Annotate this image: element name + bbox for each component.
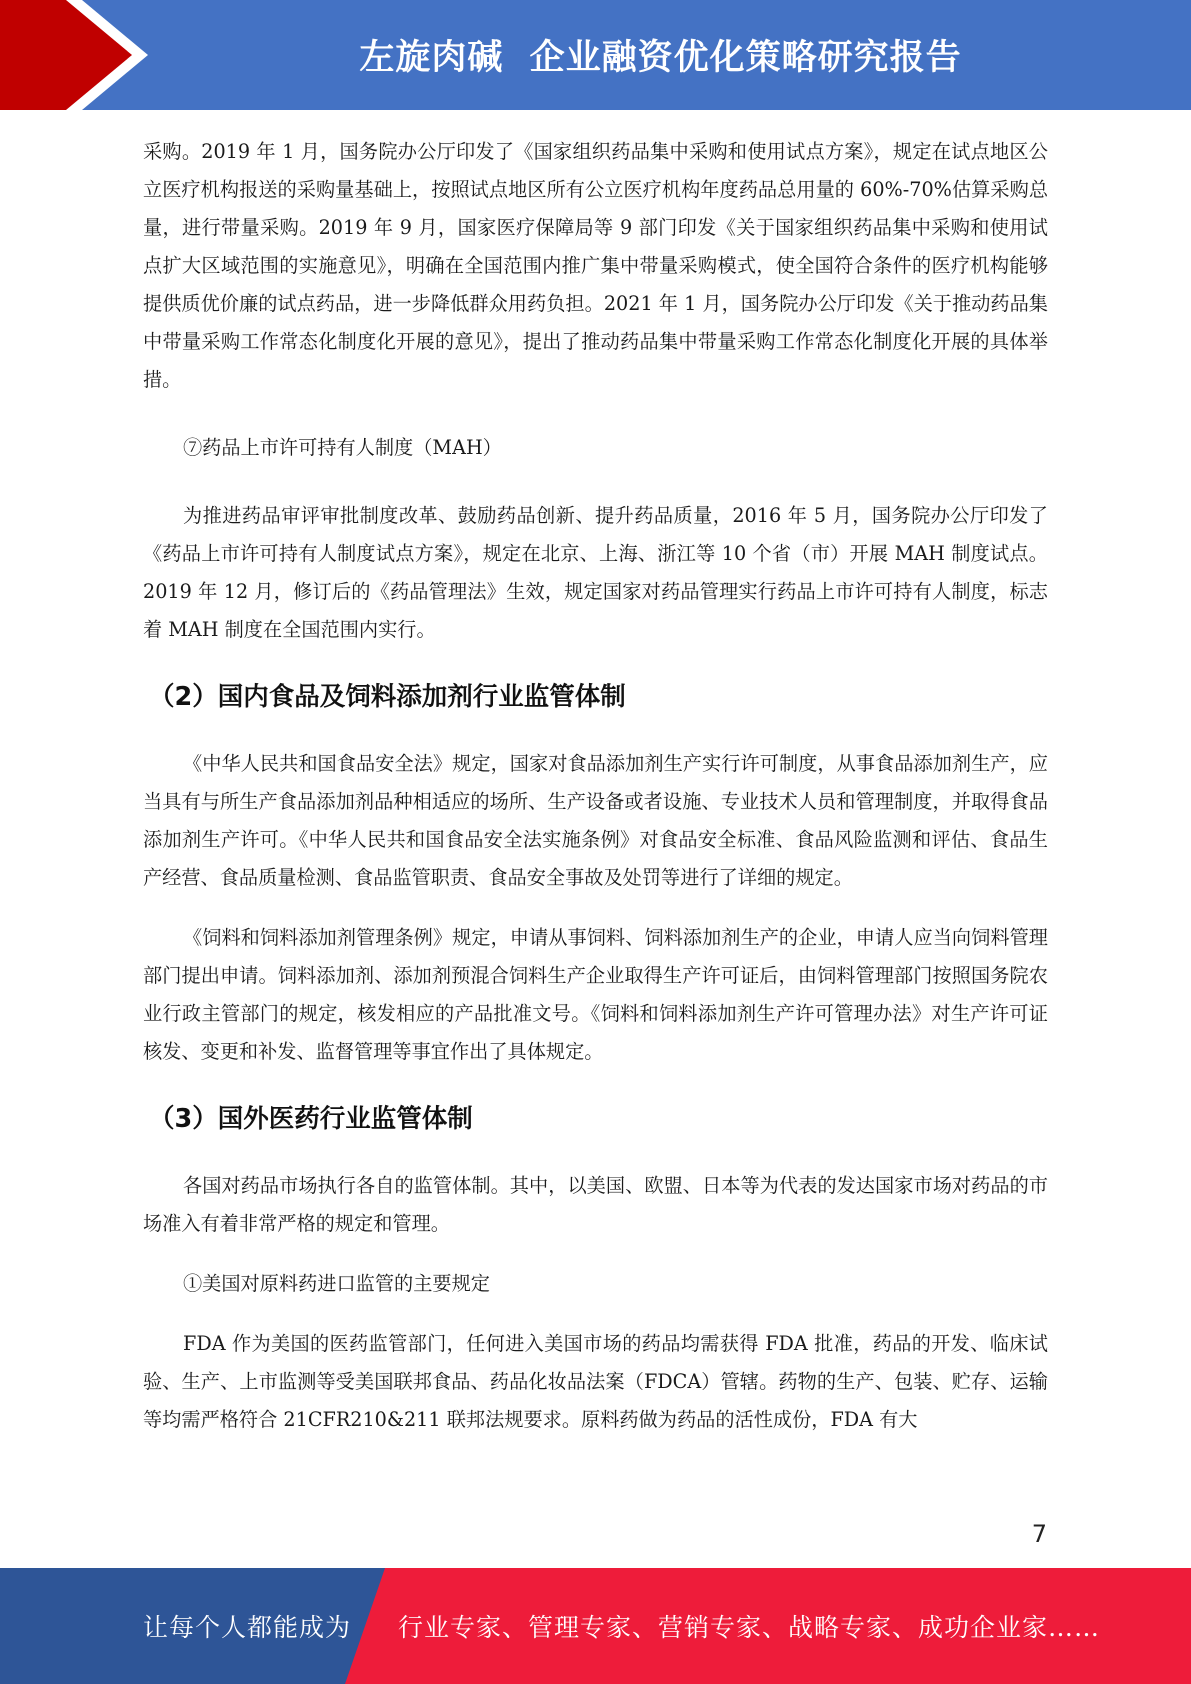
footer-slogan-left: 让每个人都能成为 [143, 1613, 352, 1642]
paragraph-foreign-markets: 各国对药品市场执行各自的监管体制。其中，以美国、欧盟、日本等为代表的发达国家市场对药品的市场准入有着非常严格的规定和管理。 [143, 1174, 1048, 1235]
paragraph-feed-regulation: 《饲料和饲料添加剂管理条例》规定，申请从事饲料、饲料添加剂生产的企业，申请人应当向饲料管理部门提出申请。饲料添加剂、添加剂预混合饲料生产企业取得生产许可证后，由饲料管理部门按照国务院农业行政主管部门的规定，核发相应的产品批准文号。《饲料和饲料添加剂生产许可管理办法》对生产许可证核发、变更和补发、监督管理等事宜作出了具体规定。 [143, 926, 1048, 1063]
paragraph-procurement: 采购。2019 年 1 月，国务院办公厅印发了《国家组织药品集中采购和使用试点方案》，规定在试点地区公立医疗机构报送的采购量基础上，按照试点地区所有公立医疗机构年度药品总用量的 60%-70%估算采购总量，进行带量采购。2019 年 9 月，国家医疗保障局等 9 部门印发《关于国家组织药品集中采购和使用试点扩大区域范围的实施意见》，明确在全国范围内推广集中带量采购模式，使全国符合条件的医疗机构能够提供质优价廉的试点药品，进一步降低群众用药负担。2021 年 1 月，国务院办公厅印发《关于推动药品集中带量采购工作常态化制度化开展的意见》，提出了推动药品集中带量采购工作常态化制度化开展的具体举措。 [143, 140, 1048, 391]
paragraph-mah: 为推进药品审评审批制度改革、鼓励药品创新、提升药品质量，2016 年 5 月，国务院办公厅印发了《药品上市许可持有人制度试点方案》，规定在北京、上海、浙江等 10 个省（市）开展 MAH 制度试点。2019 年 12 月，修订后的《药品管理法》生效，规定国家对药品管理实行药品上市许可持有人制度，标志着 MAH 制度在全国范围内实行。 [143, 504, 1048, 641]
paragraph-food-safety-law: 《中华人民共和国食品安全法》规定，国家对食品添加剂生产实行许可制度，从事食品添加剂生产，应当具有与所生产食品添加剂品种相适应的场所、生产设备或者设施、专业技术人员和管理制度，并取得食品添加剂生产许可。《中华人民共和国食品安全法实施条例》对食品安全标准、食品风险监测和评估、食品生产经营、食品质量检测、食品监管职责、食品安全事故及处罚等进行了详细的规定。 [143, 752, 1048, 889]
header-arrow-icon [0, 0, 150, 110]
page-header [0, 0, 1191, 110]
list-item-us-api-import: ①美国对原料药进口监管的主要规定 [183, 1272, 490, 1295]
list-item-mah-heading: ⑦药品上市许可持有人制度（MAH） [183, 436, 502, 459]
document-body [143, 133, 1048, 1439]
page-footer [0, 1568, 1191, 1684]
footer-slogan-right: 行业专家、管理专家、营销专家、战略专家、成功企业家…… [398, 1613, 1101, 1642]
section-heading-foreign-pharma: （3）国外医药行业监管体制 [149, 1104, 473, 1134]
paragraph-fda: FDA 作为美国的医药监管部门，任何进入美国市场的药品均需获得 FDA 批准，药品的开发、临床试验、生产、上市监测等受美国联邦食品、药品化妆品法案（FDCA）管辖。药物的生产、包装、贮存、运输等均需严格符合 21CFR210&211 联邦法规要求。原料药做为药品的活性成份，FDA 有大 [143, 1332, 1048, 1431]
section-heading-domestic-food-feed: （2）国内食品及饲料添加剂行业监管体制 [149, 682, 626, 712]
report-title: 左旋肉碱 企业融资优化策略研究报告 [359, 38, 962, 78]
page-number: 7 [1031, 1520, 1047, 1548]
